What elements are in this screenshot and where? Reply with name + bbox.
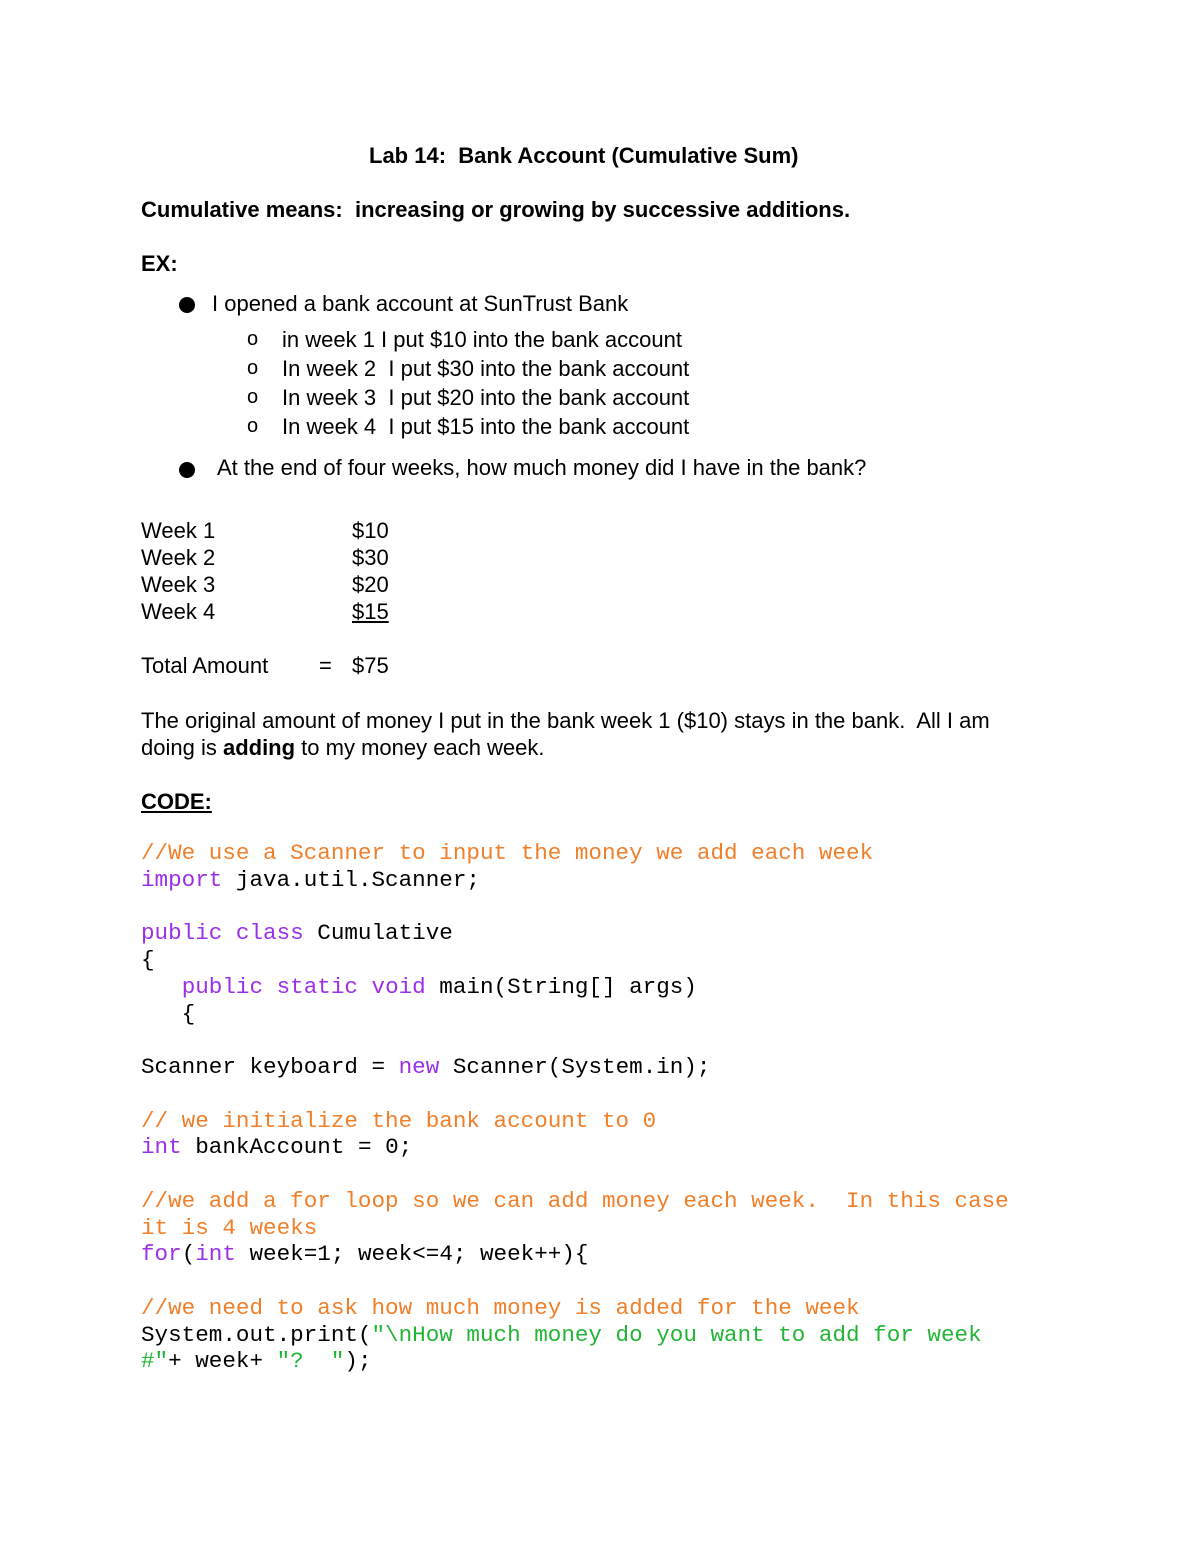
code-line — [141, 1215, 317, 1242]
code-line — [141, 1108, 656, 1135]
sub-bullet-icon: o — [247, 386, 259, 408]
sub-item: In week 2 I put $30 into the bank account — [282, 356, 690, 381]
code-line — [141, 1001, 195, 1028]
code-text: Cumulative — [303, 920, 453, 947]
paragraph-text: to my money each week. — [295, 735, 545, 760]
paragraph-line — [141, 734, 545, 761]
week-label: Week 4 — [141, 599, 216, 624]
code-text: System.out.print( — [141, 1321, 372, 1348]
code-line — [141, 920, 453, 947]
code-line — [141, 974, 697, 1001]
code-heading: CODE: — [141, 789, 212, 814]
total-equals: = — [319, 653, 332, 678]
code-text: main(String[] args) — [425, 973, 697, 1000]
code-comment: //We use a Scanner to input the money we add each week — [141, 840, 874, 866]
code-line — [141, 1322, 982, 1349]
code-line — [141, 867, 480, 894]
code-line — [141, 1054, 710, 1081]
code-keyword: int — [195, 1241, 236, 1268]
code-keyword: int — [141, 1134, 182, 1161]
code-comment: //we need to ask how much money is added for the week — [141, 1294, 860, 1321]
code-line — [141, 1348, 372, 1375]
code-keyword: public static void — [181, 973, 426, 1000]
code-text: ( — [181, 1241, 196, 1268]
code-text: Scanner(System.in); — [439, 1054, 711, 1080]
code-line — [141, 947, 155, 974]
week-label: Week 1 — [141, 518, 216, 543]
code-comment: // we initialize the bank account to 0 — [141, 1107, 657, 1134]
code-comment: //we add a for loop so we can add money each week. In this case — [141, 1187, 1009, 1214]
code-comment: it is 4 weeks — [141, 1214, 318, 1241]
bullet-item: At the end of four weeks, how much money did I have in the bank? — [217, 455, 867, 480]
code-line — [141, 1134, 412, 1161]
week-label: Week 2 — [141, 545, 216, 570]
code-line — [141, 840, 873, 867]
paragraph-line: The original amount of money I put in the bank week 1 ($10) stays in the bank. All I am — [141, 708, 990, 733]
code-line — [141, 1188, 1009, 1215]
sub-item: in week 1 I put $10 into the bank account — [282, 327, 682, 352]
total-label: Total Amount — [141, 653, 269, 678]
bullet-dot-icon — [179, 297, 195, 313]
paragraph-text: doing is — [141, 735, 223, 760]
code-line — [141, 1241, 588, 1268]
code-keyword: new — [398, 1054, 440, 1080]
code-string: "\nHow much money do you want to add for week — [371, 1321, 982, 1348]
ex-label: EX: — [141, 251, 178, 276]
sub-bullet-icon: o — [247, 328, 259, 350]
week-amount: $20 — [352, 572, 389, 597]
code-keyword: import — [141, 866, 223, 893]
code-keyword: for — [141, 1241, 182, 1268]
code-line — [141, 1295, 860, 1322]
code-text: + week+ — [168, 1348, 277, 1375]
code-text: { — [141, 947, 155, 973]
code-string: #" — [141, 1348, 169, 1375]
definition-text: Cumulative means: increasing or growing by successive additions. — [141, 197, 851, 222]
code-text: { — [141, 1000, 196, 1027]
page-title: Lab 14: Bank Account (Cumulative Sum) — [369, 143, 799, 168]
sub-item: In week 3 I put $20 into the bank account — [282, 385, 690, 410]
code-text — [141, 974, 182, 1000]
week-amount: $30 — [352, 545, 389, 570]
code-text: bankAccount = 0; — [181, 1134, 413, 1161]
paragraph-emphasis: adding — [222, 735, 296, 760]
week-label: Week 3 — [141, 572, 216, 597]
code-keyword: public class — [141, 920, 304, 947]
code-text: Scanner keyboard = — [141, 1054, 399, 1080]
sub-bullet-icon: o — [247, 357, 259, 379]
bullet-item: I opened a bank account at SunTrust Bank — [212, 291, 629, 316]
code-text: ); — [344, 1348, 372, 1375]
bullet-dot-icon — [179, 462, 195, 478]
sub-bullet-icon: o — [247, 415, 259, 437]
code-text: java.util.Scanner; — [222, 866, 480, 893]
week-amount: $15 — [352, 599, 389, 624]
week-amount: $10 — [352, 518, 389, 543]
total-value: $75 — [352, 653, 389, 678]
code-string: "? " — [276, 1348, 345, 1375]
sub-item: In week 4 I put $15 into the bank account — [282, 414, 690, 439]
code-text: week=1; week<=4; week++){ — [235, 1241, 589, 1268]
